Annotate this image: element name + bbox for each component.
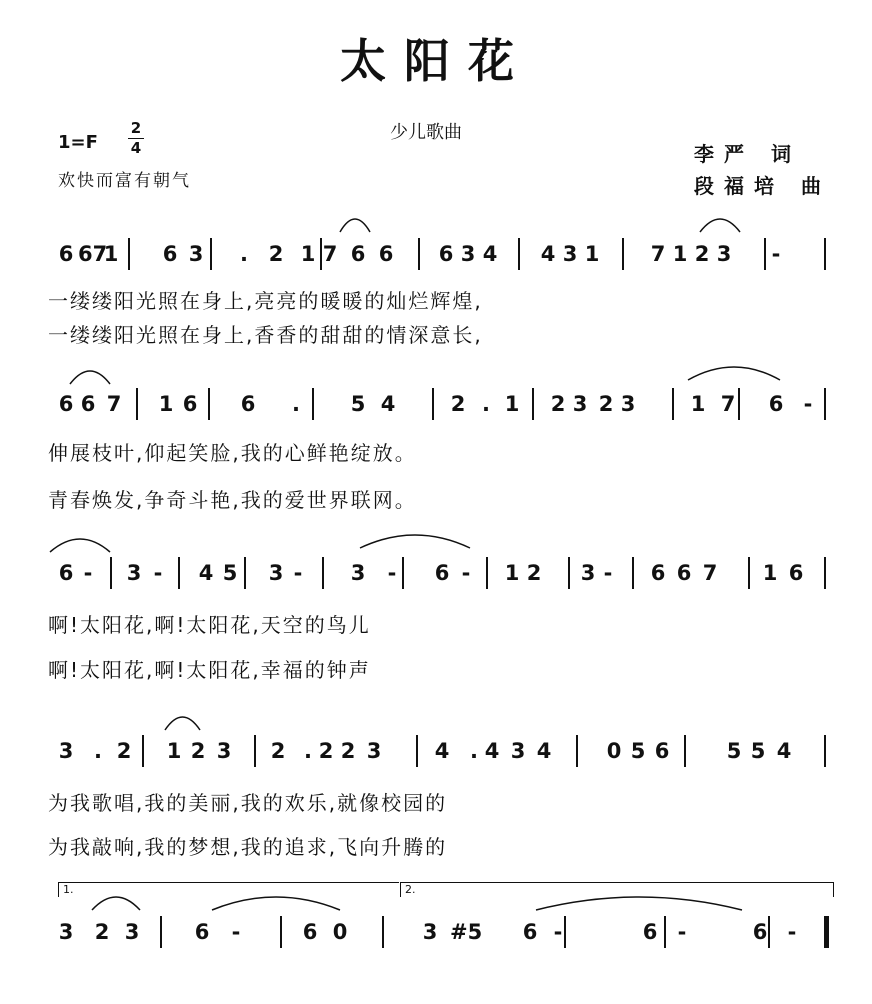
jianpu-note: - bbox=[83, 561, 93, 585]
jianpu-note: 3 bbox=[188, 242, 204, 266]
jianpu-note: 2 bbox=[190, 739, 206, 763]
jianpu-note: 1 bbox=[762, 561, 778, 585]
jianpu-note: 5 bbox=[222, 561, 238, 585]
volta-first-ending: 1. bbox=[58, 882, 399, 897]
jianpu-note: 4 bbox=[434, 739, 450, 763]
jianpu-note: 3 bbox=[580, 561, 596, 585]
jianpu-note: 6 bbox=[788, 561, 804, 585]
jianpu-note: 6 bbox=[182, 392, 198, 416]
jianpu-note: 0 bbox=[332, 920, 348, 944]
jianpu-note: 2 bbox=[550, 392, 566, 416]
jianpu-note: 1 bbox=[584, 242, 600, 266]
slur-mark bbox=[536, 897, 742, 910]
jianpu-note: 3 bbox=[422, 920, 438, 944]
jianpu-note: 6 bbox=[162, 242, 178, 266]
jianpu-note: 3 bbox=[350, 561, 366, 585]
jianpu-note: - bbox=[153, 561, 163, 585]
jianpu-note: 7 bbox=[650, 242, 666, 266]
slur-mark bbox=[688, 367, 780, 380]
jianpu-note: 3 bbox=[460, 242, 476, 266]
jianpu-note: 1 bbox=[672, 242, 688, 266]
jianpu-note: 3 bbox=[124, 920, 140, 944]
time-signature-bottom: 4 bbox=[130, 139, 142, 157]
jianpu-note: 2 bbox=[450, 392, 466, 416]
jianpu-note: 3 bbox=[510, 739, 526, 763]
jianpu-note: 5 bbox=[726, 739, 742, 763]
jianpu-note: . bbox=[304, 739, 312, 763]
jianpu-note: #5 bbox=[450, 920, 483, 944]
jianpu-note: 4 bbox=[776, 739, 792, 763]
jianpu-note: 6 bbox=[650, 561, 666, 585]
jianpu-note: . bbox=[482, 392, 490, 416]
key-signature: 1=F bbox=[58, 132, 98, 153]
jianpu-note: - bbox=[553, 920, 563, 944]
slur-mark bbox=[92, 897, 140, 910]
jianpu-note: 1 bbox=[690, 392, 706, 416]
jianpu-note: 1 bbox=[158, 392, 174, 416]
slur-mark bbox=[340, 219, 370, 232]
tempo-marking: 欢快而富有朝气 bbox=[58, 171, 191, 191]
jianpu-note: 6 bbox=[240, 392, 256, 416]
jianpu-note: 2 bbox=[268, 242, 284, 266]
jianpu-note: 2 bbox=[340, 739, 356, 763]
jianpu-note: - bbox=[603, 561, 613, 585]
jianpu-note: 1 bbox=[504, 392, 520, 416]
jianpu-note: 7 bbox=[720, 392, 736, 416]
jianpu-note: 6 bbox=[768, 392, 784, 416]
jianpu-note: 6 bbox=[676, 561, 692, 585]
slur-mark bbox=[212, 897, 340, 910]
jianpu-note: 5 bbox=[630, 739, 646, 763]
slur-mark bbox=[50, 539, 110, 552]
jianpu-note: 67 bbox=[78, 242, 108, 266]
jianpu-note: 4 bbox=[540, 242, 556, 266]
jianpu-note: . bbox=[94, 739, 102, 763]
jianpu-note: . bbox=[292, 392, 300, 416]
lyrics-verse-1-line-3: 啊!太阳花,啊!太阳花,天空的鸟儿 bbox=[48, 613, 371, 637]
jianpu-note: 5 bbox=[750, 739, 766, 763]
jianpu-note: 0 bbox=[606, 739, 622, 763]
jianpu-note: 3 bbox=[366, 739, 382, 763]
lyrics-verse-1-line-2: 伸展枝叶,仰起笑脸,我的心鲜艳绽放。 bbox=[48, 441, 417, 465]
composer-credit: 段福培 曲 bbox=[694, 174, 831, 198]
jianpu-note: 6 bbox=[302, 920, 318, 944]
jianpu-note: 4 bbox=[484, 739, 500, 763]
jianpu-note: 6 bbox=[438, 242, 454, 266]
jianpu-note: 3 bbox=[562, 242, 578, 266]
jianpu-note: - bbox=[461, 561, 471, 585]
jianpu-note: 1 bbox=[300, 242, 316, 266]
jianpu-note: 2 bbox=[116, 739, 132, 763]
slur-mark bbox=[360, 535, 470, 548]
jianpu-note: 1 bbox=[103, 242, 119, 266]
song-title: 太阳花 bbox=[340, 34, 532, 88]
jianpu-note: 6 bbox=[434, 561, 450, 585]
jianpu-note: 6 bbox=[58, 392, 74, 416]
lyrics-verse-2-line-3: 啊!太阳花,啊!太阳花,幸福的钟声 bbox=[48, 658, 371, 682]
jianpu-note: 3 bbox=[58, 920, 74, 944]
slur-mark bbox=[700, 219, 740, 232]
jianpu-note: . bbox=[470, 739, 478, 763]
lyrics-verse-2-line-2: 青春焕发,争奇斗艳,我的爱世界联网。 bbox=[48, 488, 417, 512]
jianpu-note: 3 bbox=[58, 739, 74, 763]
jianpu-note: 6 bbox=[350, 242, 366, 266]
jianpu-note: 3 bbox=[268, 561, 284, 585]
jianpu-note: 4 bbox=[536, 739, 552, 763]
jianpu-note: 3 bbox=[716, 242, 732, 266]
jianpu-note: 2 bbox=[318, 739, 334, 763]
jianpu-note: 4 bbox=[482, 242, 498, 266]
jianpu-note: . bbox=[240, 242, 248, 266]
jianpu-note: 2 bbox=[94, 920, 110, 944]
jianpu-note: 6 bbox=[80, 392, 96, 416]
jianpu-note: 7 bbox=[702, 561, 718, 585]
jianpu-note: 6 bbox=[378, 242, 394, 266]
jianpu-note: 3 bbox=[572, 392, 588, 416]
lyricist-credit: 李严 词 bbox=[694, 142, 801, 166]
lyrics-verse-2-line-1: 一缕缕阳光照在身上,香香的甜甜的情深意长, bbox=[48, 323, 483, 347]
jianpu-note: 7 bbox=[106, 392, 122, 416]
jianpu-note: 1 bbox=[504, 561, 520, 585]
jianpu-note: 5 bbox=[350, 392, 366, 416]
jianpu-note: 6 bbox=[58, 242, 74, 266]
jianpu-note: - bbox=[771, 242, 781, 266]
jianpu-note: 2 bbox=[694, 242, 710, 266]
lyrics-verse-2-line-4: 为我敲响,我的梦想,我的追求,飞向升腾的 bbox=[48, 835, 448, 859]
jianpu-note: - bbox=[677, 920, 687, 944]
song-subtitle: 少儿歌曲 bbox=[390, 122, 462, 143]
jianpu-note: 2 bbox=[598, 392, 614, 416]
jianpu-note: - bbox=[387, 561, 397, 585]
jianpu-note: 6 bbox=[654, 739, 670, 763]
jianpu-note: 2 bbox=[270, 739, 286, 763]
slur-mark bbox=[165, 717, 200, 730]
jianpu-note: 4 bbox=[380, 392, 396, 416]
jianpu-note: 6 bbox=[752, 920, 768, 944]
jianpu-note: 7 bbox=[322, 242, 338, 266]
jianpu-note: 6 bbox=[522, 920, 538, 944]
jianpu-note: - bbox=[787, 920, 797, 944]
time-signature-top: 2 bbox=[130, 119, 142, 137]
jianpu-note: 3 bbox=[620, 392, 636, 416]
volta-second-ending: 2. bbox=[400, 882, 834, 897]
jianpu-note: 6 bbox=[642, 920, 658, 944]
jianpu-note: - bbox=[293, 561, 303, 585]
jianpu-note: 4 bbox=[198, 561, 214, 585]
lyrics-verse-1-line-4: 为我歌唱,我的美丽,我的欢乐,就像校园的 bbox=[48, 791, 448, 815]
jianpu-note: 2 bbox=[526, 561, 542, 585]
lyrics-verse-1-line-1: 一缕缕阳光照在身上,亮亮的暖暖的灿烂辉煌, bbox=[48, 289, 483, 313]
jianpu-note: 6 bbox=[58, 561, 74, 585]
jianpu-note: - bbox=[231, 920, 241, 944]
jianpu-note: 1 bbox=[166, 739, 182, 763]
jianpu-note: - bbox=[803, 392, 813, 416]
jianpu-note: 3 bbox=[216, 739, 232, 763]
slur-mark bbox=[70, 371, 110, 384]
jianpu-note: 3 bbox=[126, 561, 142, 585]
jianpu-note: 6 bbox=[194, 920, 210, 944]
